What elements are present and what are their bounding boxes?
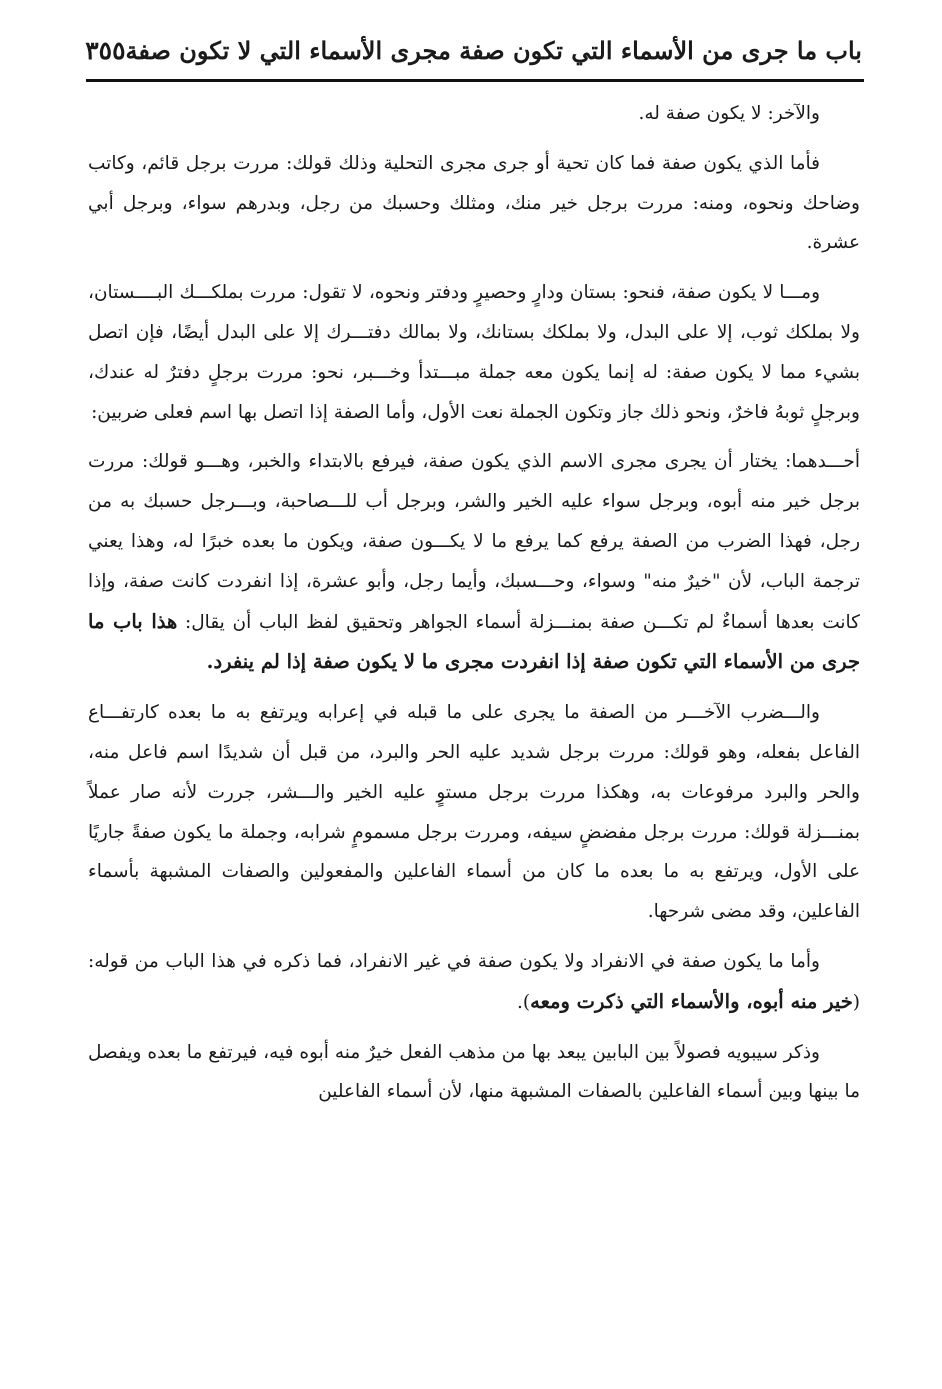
- page-body: [88, 94, 860, 1122]
- paragraph-other-type: [88, 94, 860, 134]
- page-number: ٣٥٥: [85, 35, 126, 65]
- paragraph-text: والآخر: لا يكون صفة له.: [638, 103, 820, 124]
- paragraph-text: والـــضرب الآخـــر من الصفة ما يجرى على ما قبله في إعرابه ويرتفع به ما بعده كارتفـــاع الفاعل بفعله، وهو قولك: مررت برجل شديد عليه الحر والبرد، من قبل أن شديدًا اسم فاعل منه، والحر والبرد مرفوعات به، وهكذا مررت برجل مستوٍ عليه الخير والـــشر، جررت لأنه صار عملاً بمنـــزلة قولك: مررت برجل مفضضٍ سيفه، ومررت برجل مسمومٍ شرابه، وجملة ما يكون صفةً جاريًا على الأول، ويرتفع به ما بعده ما كان من أسماء الفاعلين والمفعولين والصفات المشبهة بأسماء الفاعلين، وقد مضى شرحها.: [88, 702, 860, 923]
- paragraph-text: فأما الذي يكون صفة فما كان تحية أو جرى مجرى التحلية وذلك قولك: مررت برجل قائم، وكاتب وضاحك ونحوه، ومنه: مررت برجل خير منك، ومثلك وحسبك من رجل، وبدرهم سواء، وبرجل أبي عشرة.: [88, 152, 860, 254]
- paragraph-text: ).: [517, 991, 531, 1013]
- bold-chapter-statement: هذا باب ما جرى من الأسماء التي تكون صفة إذا انفردت مجرى ما لا يكون صفة إذا لم ينفرد.: [88, 609, 860, 674]
- paragraph-text: ومـــا لا يكون صفة، فنحو: بستان ودارٍ وحصيرٍ ودفتر ونحوه، لا تقول: مررت بملكـــك البــــستان، ولا بملكك ثوب، إلا على البدل، ولا بملكك بستانك، ولا بمالك دفتـــرك إلا على البدل أيضًا، فإن اتصل بشيء مما لا يكون صفة: له إنما يكون معه جملة مبـــتدأ وخـــبر، نحو: مررت برجلٍ دفترٌ له عندك، وبرجلٍ ثوبهُ فاخرٌ، ونحو ذلك جاز وتكون الجملة نعت الأول، وأما الصفة إذا اتصل بها اسم فعلى ضربين:: [88, 282, 860, 423]
- paragraph-second-kind: [88, 693, 860, 932]
- paragraph-sibawayh: [88, 1033, 860, 1113]
- paragraph-non-adjective: [88, 273, 860, 432]
- bold-quote: خير منه أبوه، والأسماء التي ذكرت ومعه: [530, 989, 853, 1013]
- paragraph-text: أحـــدهما: يختار أن يجرى مجرى الاسم الذي يكون صفة، فيرفع بالابتداء والخبر، وهـــو قولك: مررت برجل خير منه أبوه، وبرجل سواء عليه الخير والشر، وبرجل أب للـــصاحبة، وبـــرجل حسبك به من رجل، فهذا الضرب من الصفة يرفع كما يرفع ما لا يكـــون صفة، ويكون ما بعده خبرًا له، وهذا يعني ترجمة الباب، لأن "خيرٌ منه" وسواء، وحـــسبك، وأيما رجل، وأبو عشرة، إذا انفردت كانت صفة، وإذا كانت بعدها أسماءٌ لم تكـــن صفة بمنـــزلة أسماء الجواهر وتحقيق لفظ الباب أن يقال:: [88, 451, 860, 633]
- paragraph-first-kind: [88, 442, 860, 683]
- paragraph-quoted-phrase: [88, 942, 860, 1023]
- paragraph-text: وأما ما يكون صفة في الانفراد ولا يكون صفة في غير الانفراد، فما ذكره في هذا الباب من قوله: (: [88, 950, 860, 1013]
- running-title: باب ما جرى من الأسماء التي تكون صفة مجرى الأسماء التي لا تكون صفة: [125, 35, 862, 65]
- paragraph-adjective-examples: [88, 144, 860, 263]
- page-header: [85, 28, 862, 72]
- header-rule: [86, 79, 864, 82]
- paragraph-text: وذكر سيبويه فصولاً بين البابين يبعد بها من مذهب الفعل خيرٌ منه أبوه فيه، فيرتفع ما بعده ويفصل ما بينها وبين أسماء الفاعلين بالصفات المشبهة منها، لأن أسماء الفاعلين: [88, 1041, 860, 1103]
